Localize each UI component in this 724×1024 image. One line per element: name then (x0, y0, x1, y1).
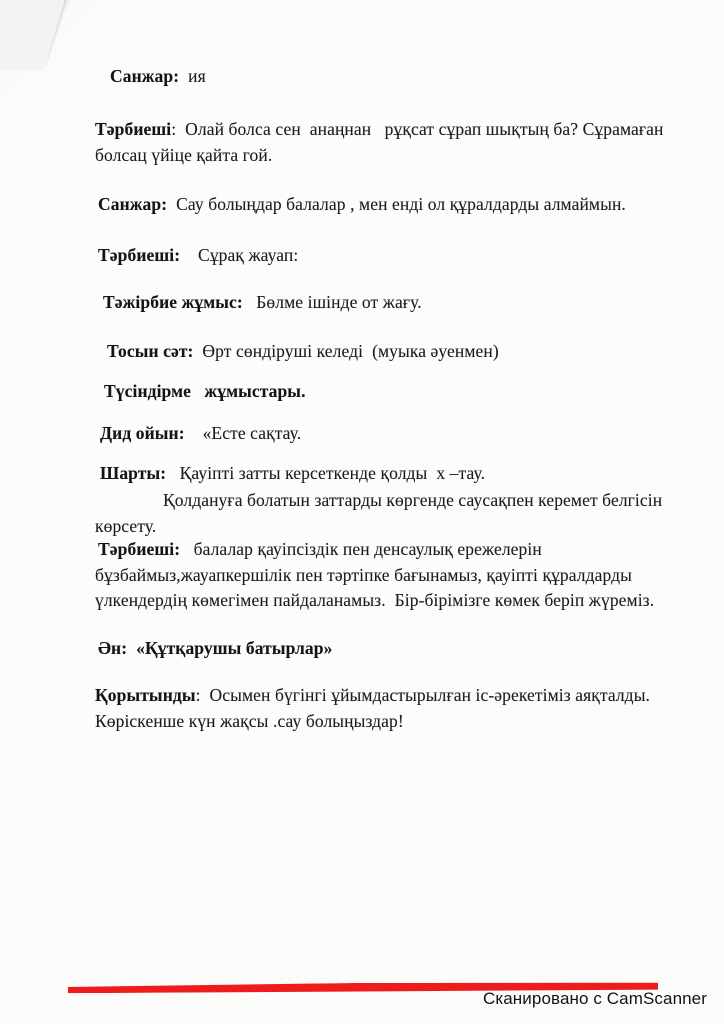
doc-line-qorytyndy-2 (95, 711, 404, 732)
line-text: ия (179, 66, 206, 86)
doc-line-qorytyndy (95, 685, 650, 706)
doc-line-did-oiyn (100, 423, 301, 444)
line-text: «Есте сақтау. (184, 423, 302, 443)
line-label: Тосын сәт: (107, 341, 194, 361)
line-label: Шарты: (100, 463, 167, 483)
doc-line-tarbieshi-1 (95, 119, 663, 140)
doc-line-sanzhar-2 (98, 194, 626, 215)
doc-line-tarbieshi-2 (98, 245, 298, 266)
doc-line-tarbieshi-3 (98, 539, 542, 560)
line-label: Дид ойын: (100, 423, 185, 443)
line-text: Қолдануға болатын заттарды көргенде саусақпен керемет белгісін (163, 490, 663, 510)
line-label: Тәрбиеші (95, 119, 172, 139)
doc-line-sanzhar-1 (110, 66, 206, 87)
line-text: балалар қауіпсіздік пен денсаулық ережелерін (180, 539, 542, 559)
line-label: Тәжірбие жұмыс: (103, 292, 243, 312)
doc-line-an-song (98, 638, 332, 659)
scan-corner-shade-artifact (0, 0, 90, 70)
line-label: Тәрбиеші: (98, 539, 181, 559)
doc-line-tarbieshi-3b (95, 565, 632, 586)
doc-line-tarbieshi-1b (95, 145, 272, 166)
line-text: Бөлме ішінде от жағу. (242, 292, 422, 312)
line-text: Сау болыңдар балалар , мен енді ол құралдарды алмаймын. (167, 194, 626, 214)
line-label: Ән: «Құтқарушы батырлар» (98, 638, 333, 658)
doc-line-sharty (100, 463, 485, 484)
line-text: Көріскенше күн жақсы .сау болыңыздар! (95, 711, 404, 731)
line-text: үлкендердің көмегімен пайдаланамыз. Бір-бірімізге көмек беріп жүреміз. (95, 590, 655, 610)
line-text: Өрт сөндіруші келеді (муыка әуенмен) (193, 341, 499, 361)
line-text: көрсету. (95, 516, 157, 536)
line-text: бұзбаймыз,жауапкершілік пен тәртіпке бағынамыз, қауіпті құралдарды (95, 565, 632, 585)
doc-line-tosyn-sat (107, 341, 499, 362)
line-label: Санжар: (110, 66, 180, 86)
line-label: Санжар: (98, 194, 168, 214)
doc-line-tazhirbie (103, 292, 422, 313)
doc-line-tarbieshi-3c (95, 590, 654, 611)
line-text: : Осымен бүгінгі ұйымдастырылған іс-әрекетіміз аяқталды. (195, 685, 651, 705)
line-text: : Олай болса сен анаңнан рұқсат сұрап шықтың ба? Сұрамаған (171, 119, 664, 139)
line-text: болсац үйіце қайта гой. (95, 145, 273, 165)
doc-line-sharty-3 (95, 516, 156, 537)
line-text: Сұрақ жауап: (180, 245, 299, 265)
line-label: Қорытынды (95, 685, 196, 705)
line-text: Қауіпті затты керсеткенде қолды х –тау. (166, 463, 486, 483)
camscanner-watermark: Сканировано с CamScanner (482, 989, 707, 1008)
line-label: Түсіндірме жұмыстары. (104, 381, 306, 401)
doc-line-sharty-2 (163, 490, 662, 511)
doc-line-tusindirme (104, 381, 306, 402)
line-label: Тәрбиеші: (98, 245, 181, 265)
